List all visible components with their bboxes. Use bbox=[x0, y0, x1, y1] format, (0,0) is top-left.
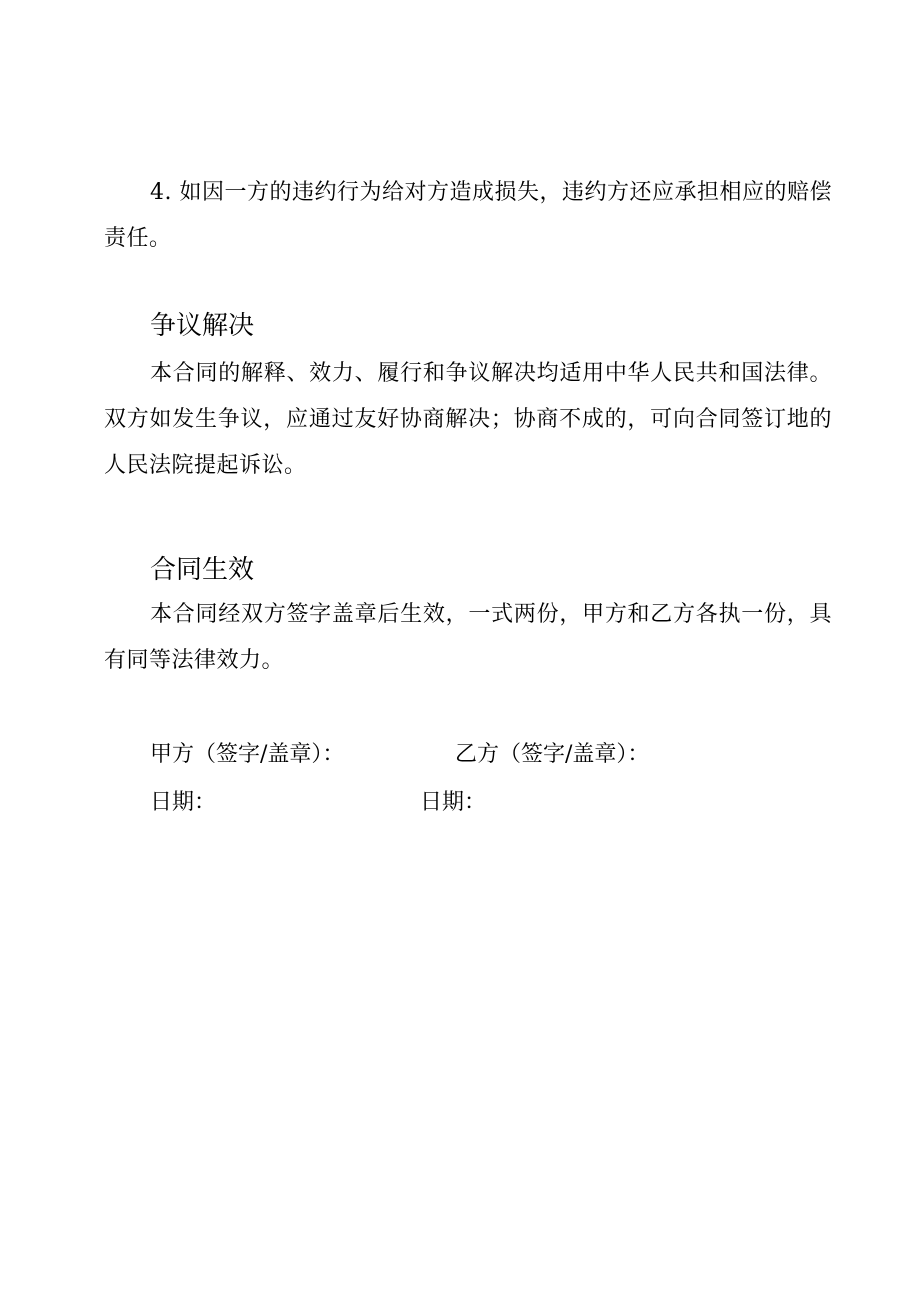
party-a-date-label: 日期： bbox=[150, 790, 217, 815]
party-b-date-label: 日期： bbox=[420, 790, 487, 815]
party-b-signature-label: 乙方（签字/盖章）： bbox=[455, 742, 650, 767]
party-a-signature-label: 甲方（签字/盖章）： bbox=[150, 742, 345, 767]
effect-heading: 合同生效 bbox=[150, 555, 255, 585]
breach-clause-4: 4. 如因一方的违约行为给对方造成损失，违约方还应承担相应的赔偿责任。 bbox=[104, 180, 832, 251]
dispute-heading: 争议解决 bbox=[150, 311, 255, 341]
effect-paragraph: 本合同经双方签字盖章后生效，一式两份，甲方和乙方各执一份，具有同等法律效力。 bbox=[104, 602, 832, 673]
dispute-paragraph: 本合同的解释、效力、履行和争议解决均适用中华人民共和国法律。双方如发生争议，应通过友好协商解决；协商不成的，可向合同签订地的人民法院提起诉讼。 bbox=[104, 361, 832, 478]
